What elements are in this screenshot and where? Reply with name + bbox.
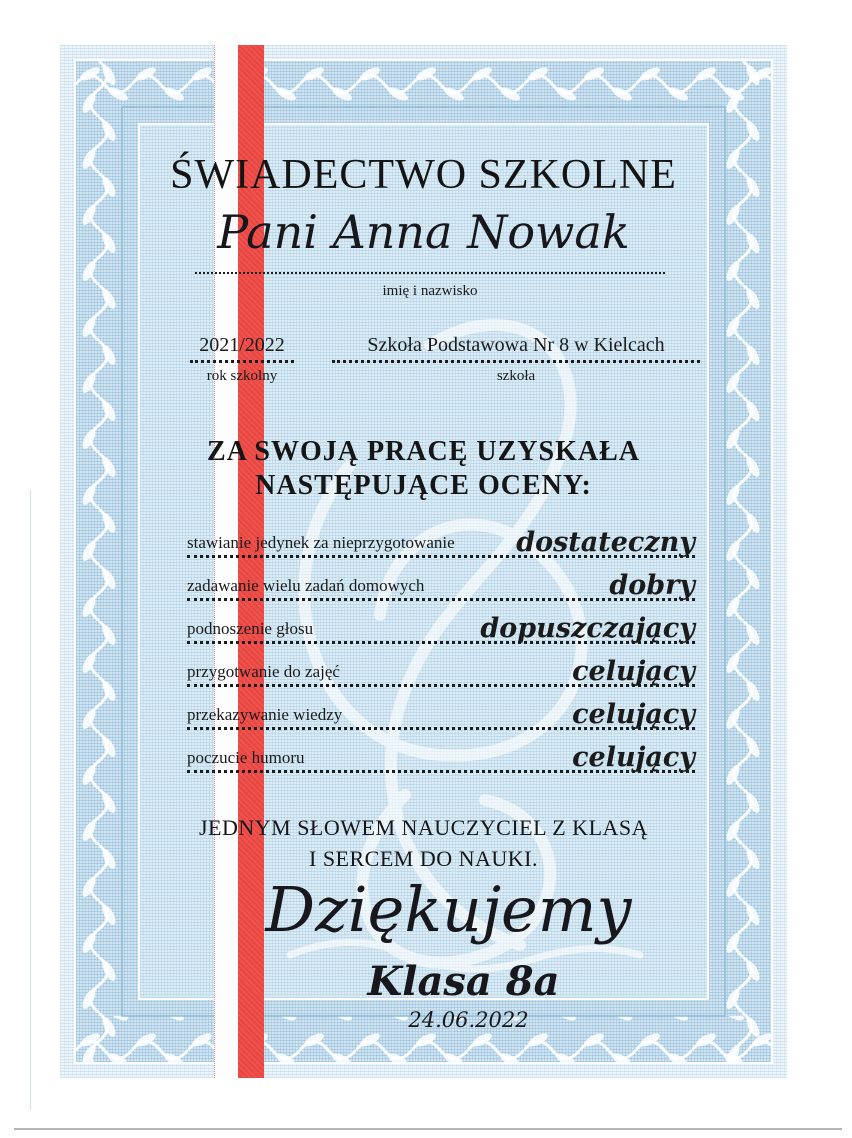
closing-line1: JEDNYM SŁOWEM NAUCZYCIEL Z KLASĄ	[198, 815, 649, 840]
certificate-date: 24.06.2022	[408, 1008, 529, 1032]
grade-subject: poczucie humoru	[187, 748, 305, 767]
grades-heading-line1: ZA SWOJĄ PRACĘ UZYSKAŁA	[207, 436, 640, 467]
name-dotted-line	[195, 272, 665, 274]
school-year-value: 2021/2022	[199, 334, 285, 356]
closing-statement	[60, 813, 787, 875]
name-caption: imię i nazwisko	[382, 283, 478, 299]
grade-row	[187, 605, 695, 644]
closing-line2: I SERCEM DO NAUKI.	[309, 845, 538, 871]
grade-subject: zadawanie wielu zadań domowych	[187, 576, 425, 595]
grade-row	[187, 734, 695, 773]
scan-edge-artifact	[30, 490, 31, 1110]
grade-row	[187, 648, 695, 687]
school-year-field	[190, 331, 294, 385]
certificate	[60, 45, 787, 1078]
grade-value: dobry	[609, 570, 695, 601]
grade-row	[187, 691, 695, 730]
grade-value: celujący	[572, 742, 695, 773]
school-year-caption: rok szkolny	[206, 368, 278, 384]
grades-heading	[60, 435, 787, 503]
grade-subject: stawianie jedynek za nieprzygotowanie	[187, 533, 455, 552]
recipient-name: Pani Anna Nowak	[217, 205, 630, 259]
school-field	[332, 331, 700, 385]
class-name: Klasa 8a	[367, 958, 560, 1005]
grade-value: celujący	[572, 656, 695, 687]
grade-value: dostateczny	[516, 527, 695, 558]
grade-value: celujący	[572, 699, 695, 730]
grade-row	[187, 519, 695, 558]
certificate-content	[60, 45, 787, 1078]
grade-subject: podnoszenie głosu	[187, 619, 314, 638]
scanner-bottom-line	[14, 1128, 842, 1130]
school-value: Szkoła Podstawowa Nr 8 w Kielcach	[367, 334, 665, 356]
certificate-title: ŚWIADECTWO SZKOLNE	[170, 152, 677, 198]
grades-heading-line2: NASTĘPUJĄCE OCENY:	[255, 470, 592, 502]
thank-you-signature: Dziękujemy	[265, 873, 632, 946]
grade-subject: przekazywanie wiedzy	[187, 705, 343, 724]
school-caption: szkoła	[496, 368, 536, 384]
grade-value: dopuszczający	[480, 613, 695, 644]
grade-subject: przygotwanie do zajęć	[187, 662, 340, 681]
grade-row	[187, 562, 695, 601]
